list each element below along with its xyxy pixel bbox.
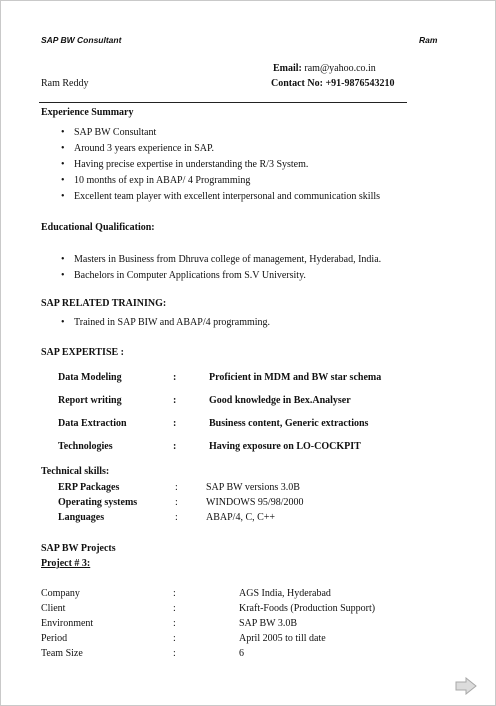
list-item: • Excellent team player with excellent interpersonal and communication skills	[41, 189, 380, 205]
expertise-value: Business content, Generic extractions	[209, 418, 369, 429]
contact-line	[271, 78, 394, 89]
list-item: • Around 3 years experience in SAP.	[41, 141, 380, 157]
technical-value: SAP BW versions 3.0B	[206, 482, 300, 493]
email-line	[273, 63, 376, 74]
next-arrow-icon[interactable]	[455, 677, 477, 695]
technical-sep: :	[175, 482, 178, 493]
header-job-title: SAP BW Consultant	[41, 35, 122, 45]
expertise-value: Good knowledge in Bex.Analyser	[209, 395, 351, 406]
technical-sep: :	[175, 512, 178, 523]
expertise-value: Proficient in MDM and BW star schema	[209, 372, 382, 383]
list-item: • Having precise expertise in understanding the R/3 System.	[41, 157, 380, 173]
project-field-sep: :	[173, 603, 176, 614]
project-field-value: SAP BW 3.0B	[239, 618, 298, 629]
email-label: Email:	[273, 63, 302, 74]
education-heading: Educational Qualification:	[41, 222, 155, 233]
project-field-label: Company	[41, 588, 80, 599]
technical-label: ERP Packages	[58, 482, 120, 493]
expertise-label: Data Modeling	[58, 372, 122, 383]
project-field-value: April 2005 to till date	[239, 633, 326, 644]
project-field-label: Client	[41, 603, 66, 614]
technical-value: WINDOWS 95/98/2000	[206, 497, 304, 508]
project-field-value: AGS India, Hyderabad	[239, 588, 331, 599]
expertise-sep: :	[173, 395, 177, 406]
project-field-label: Environment	[41, 618, 94, 629]
contact-label: Contact No:	[271, 78, 323, 89]
project-field-sep: :	[173, 648, 176, 659]
candidate-name: Ram Reddy	[41, 78, 89, 89]
expertise-label: Data Extraction	[58, 418, 127, 429]
project-field-label: Team Size	[41, 648, 83, 659]
experience-heading: Experience Summary	[41, 107, 134, 118]
projects-heading: SAP BW Projects	[41, 543, 116, 554]
expertise-label: Technologies	[58, 441, 113, 452]
technical-label: Operating systems	[58, 497, 138, 508]
list-item: • Trained in SAP BIW and ABAP/4 programming.	[41, 315, 270, 331]
list-item: • SAP BW Consultant	[41, 125, 380, 141]
next-arrow-icon	[455, 677, 477, 695]
header-divider	[39, 102, 407, 103]
project-field-value: Kraft-Foods (Production Support)	[239, 603, 376, 614]
project-field-sep: :	[173, 588, 176, 599]
technical-value: ABAP/4, C, C++	[206, 512, 276, 523]
contact-value: +91-9876543210	[325, 78, 395, 89]
expertise-label: Report writing	[58, 395, 122, 406]
list-item: • Masters in Business from Dhruva college of management, Hyderabad, India.	[41, 252, 381, 268]
expertise-heading: SAP EXPERTISE :	[41, 347, 125, 358]
project-field-value: 6	[239, 648, 244, 659]
training-heading: SAP RELATED TRAINING:	[41, 298, 167, 309]
technical-heading: Technical skills:	[41, 466, 110, 477]
project-field-label: Period	[41, 633, 68, 644]
expertise-sep: :	[173, 418, 177, 429]
technical-label: Languages	[58, 512, 105, 523]
list-item: • 10 months of exp in ABAP/ 4 Programming	[41, 173, 380, 189]
expertise-sep: :	[173, 372, 177, 383]
expertise-sep: :	[173, 441, 177, 452]
training-list	[41, 315, 270, 331]
project-label: Project # 3:	[41, 558, 91, 569]
expertise-value: Having exposure on LO-COCKPIT	[209, 441, 361, 452]
header-name-right: Ram	[419, 35, 438, 45]
list-item: • Bachelors in Computer Applications from S.V University.	[41, 268, 381, 284]
project-field-sep: :	[173, 633, 176, 644]
email-value: ram@yahoo.co.in	[304, 63, 376, 74]
project-field-sep: :	[173, 618, 176, 629]
experience-list	[41, 125, 380, 205]
education-list	[41, 252, 381, 284]
technical-sep: :	[175, 497, 178, 508]
